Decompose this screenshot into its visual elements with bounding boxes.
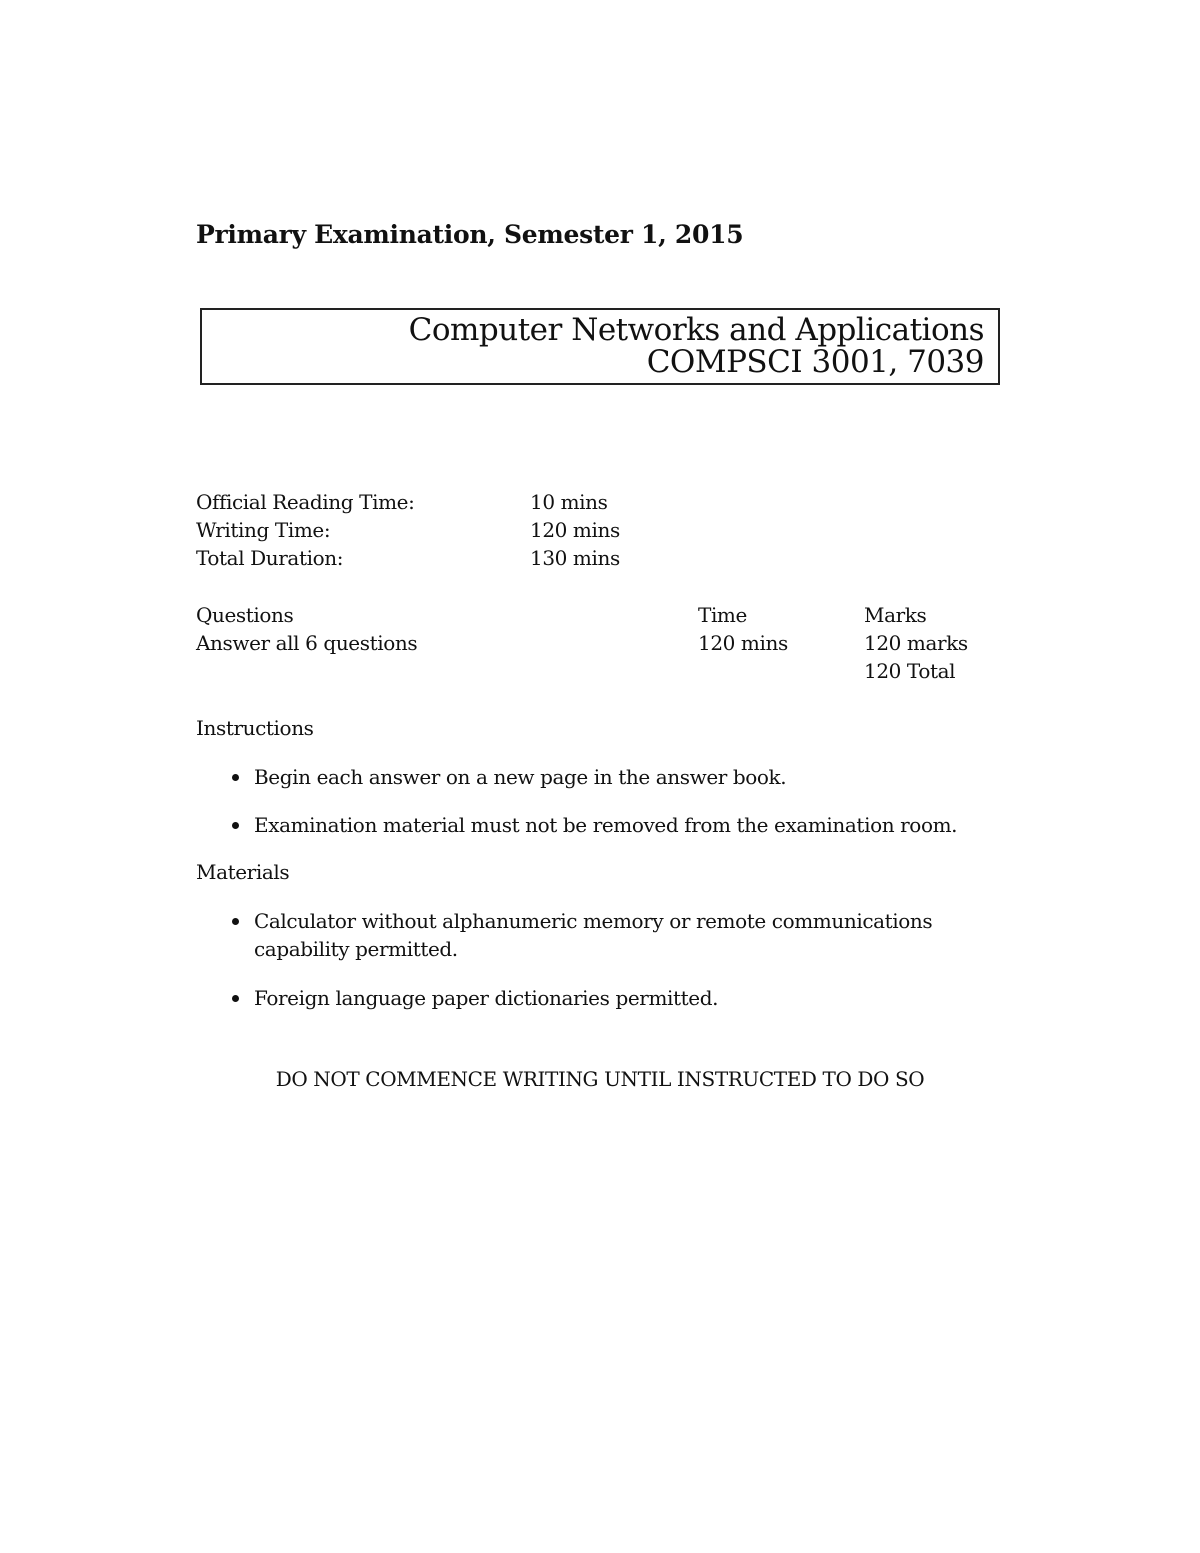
time-header: Time [698,603,747,627]
writing-time-label: Writing Time: [196,518,331,542]
bullet-icon [232,774,239,781]
commence-notice: DO NOT COMMENCE WRITING UNTIL INSTRUCTED TO DO SO [275,1067,925,1091]
writing-time-value: 120 mins [530,518,620,542]
instructions-heading: Instructions [196,716,314,740]
time-value: 120 mins [698,631,788,655]
course-title: Computer Networks and Applications [408,312,984,348]
total-duration-value: 130 mins [530,546,620,570]
bullet-icon [232,918,239,925]
questions-value: Answer all 6 questions [196,631,418,655]
questions-header: Questions [196,603,294,627]
course-codes: COMPSCI 3001, 7039 [646,344,984,380]
bullet-icon [232,995,239,1002]
exam-heading: Primary Examination, Semester 1, 2015 [196,220,744,249]
reading-time-value: 10 mins [530,490,608,514]
marks-total: 120 Total [864,659,956,683]
course-title-box [200,308,1000,385]
total-duration-label: Total Duration: [196,546,344,570]
marks-value: 120 marks [864,631,968,655]
reading-time-label: Official Reading Time: [196,490,415,514]
marks-header: Marks [864,603,927,627]
materials-heading: Materials [196,860,290,884]
bullet-icon [232,822,239,829]
